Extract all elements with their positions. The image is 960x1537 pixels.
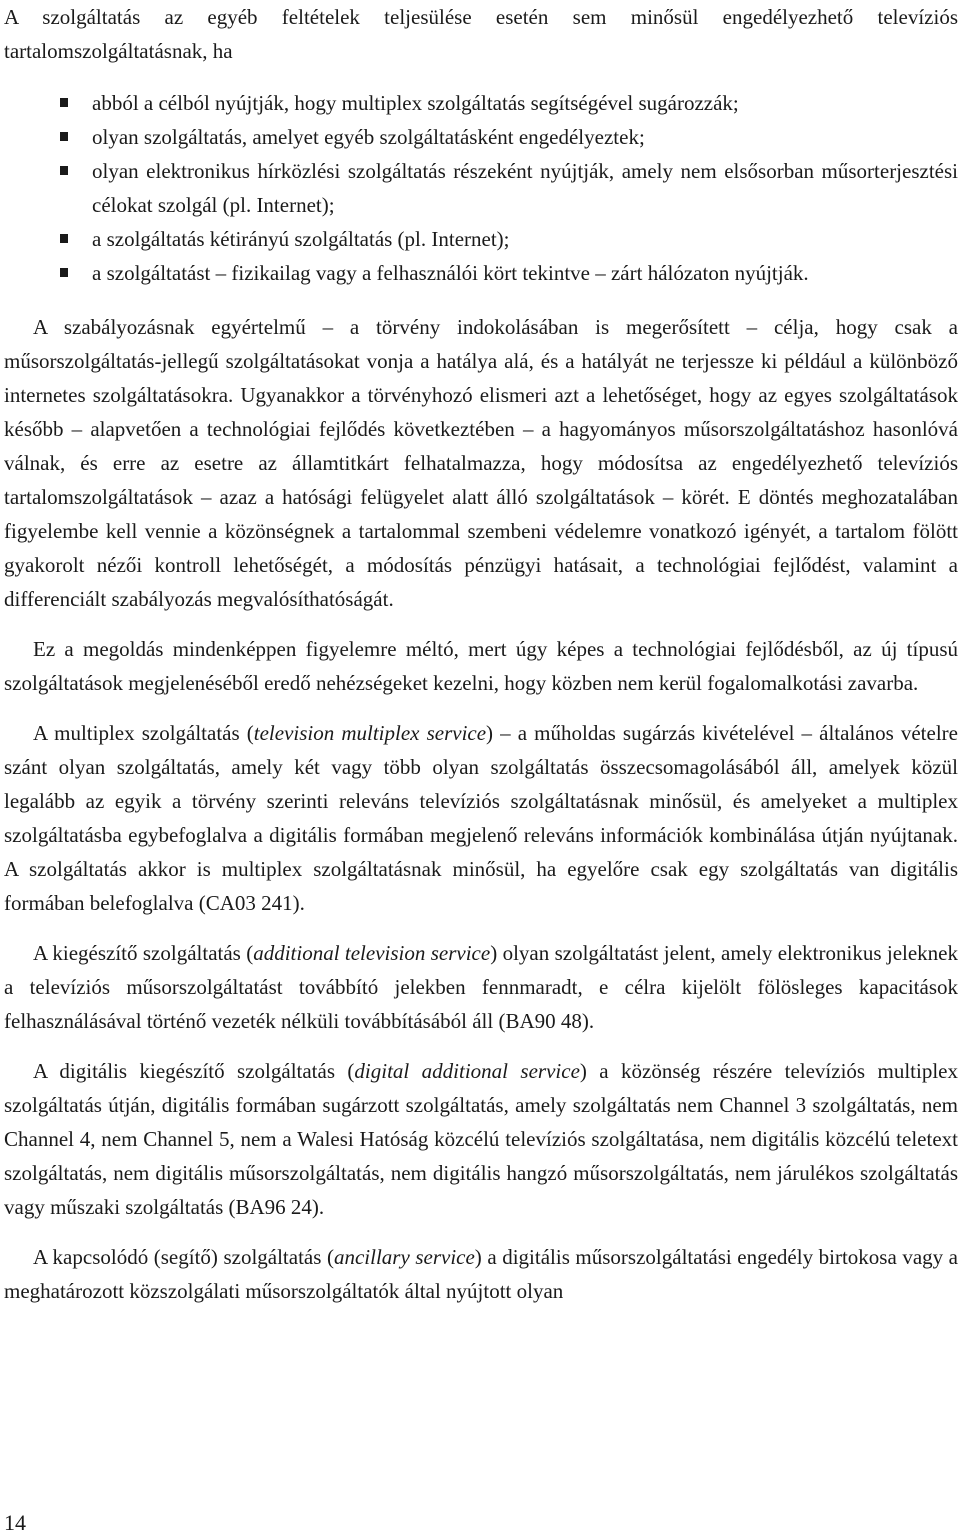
list-item (92, 256, 958, 290)
text-segment: A kapcsolódó (segítő) szolgáltatás ( (33, 1245, 334, 1269)
square-bullet-icon (60, 268, 68, 277)
paragraph-regulation-purpose: A szabályozásnak egyértelmű – a törvény indokolásában is megerősített – célja, hogy csak a műsorszolgáltatás-jellegű szolgáltatásokat vonja a hatálya alá, és a hatályát ne terjessze ki például a különböző internetes szolgáltatásokra. Ugyanakkor a törvényhozó elismeri azt a lehetőséget, hogy az egyes szolgáltatások később – alapvetően a technológiai fejlődés következtében – a hagyományos műsorszolgáltatáshoz hasonlóvá válnak, és erre az esetre az államtitkárt felhatalmazza, hogy módosítsa az engedélyezhető televíziós tartalomszolgáltatások – azaz a hatósági felügyelet alatt álló szolgáltatások – körét. E döntés meghozatalában figyelembe kell vennie a közönségnek a tartalommal szembeni védelemre vonatkozó igényét, a tartalom fölött gyakorolt nézői kontroll lehetőségét, a módosítás pénzügyi hatásait, a technológiai fejlődést, valamint a differenciált szabályozás megvalósíthatóságát. (4, 315, 958, 611)
term-italic: digital additional service (354, 1059, 580, 1083)
text-segment: ) a digitális műsorszolgáltatási engedély birtokosa vagy a meghatározott közszolgálati műsorszolgáltatók által nyújtott olyan (4, 1245, 959, 1303)
list-item-text: olyan elektronikus hírközlési szolgáltatás részeként nyújtják, amely nem elsősorban műsorterjesztési célokat szolgál (pl. Internet); (92, 159, 958, 217)
term-italic: ancillary service (333, 1245, 475, 1269)
list-item (92, 222, 958, 256)
intro-paragraph: A szolgáltatás az egyéb feltételek teljesülése esetén sem minősül engedélyezhető televíziós tartalomszolgáltatásnak, ha (4, 5, 958, 63)
list-item-text: olyan szolgáltatás, amelyet egyéb szolgáltatásként engedélyeztek; (92, 125, 645, 149)
paragraph-solution-remark: Ez a megoldás mindenképpen figyelemre méltó, mert úgy képes a technológiai fejlődésből, az új típusú szolgáltatások megjelenéséből eredő nehézségeket kezelni, hogy közben nem kerül fogalomalkotási zavarba. (4, 637, 958, 695)
list-item (92, 154, 958, 222)
text-segment: A digitális kiegészítő szolgáltatás ( (33, 1059, 355, 1083)
list-item-text: abból a célból nyújtják, hogy multiplex szolgáltatás segítségével sugározzák; (92, 91, 739, 115)
text-segment: A multiplex szolgáltatás ( (33, 721, 254, 745)
text-segment: A kiegészítő szolgáltatás ( (33, 941, 254, 965)
page-number: 14 (4, 1510, 26, 1535)
conditions-list (4, 86, 958, 290)
paragraph-additional-service (4, 936, 958, 1038)
list-item (92, 86, 958, 120)
text-segment: ) a közönség részére televíziós multiplex szolgáltatás útján, digitális formában sugárzott szolgáltatás, amely szolgáltatás nem Channel 3 szolgáltatás, nem Channel 4, nem Channel 5, nem a Walesi Hatóság közcélú televíziós szolgáltatása, nem digitális közcélú teletext szolgáltatás, nem digitális műsorszolgáltatás, nem digitális hangzó műsorszolgáltatás, nem járulékos szolgáltatás vagy műszaki szolgáltatás (BA96 24). (4, 1059, 958, 1219)
list-item-text: a szolgáltatás kétirányú szolgáltatás (pl. Internet); (92, 227, 510, 251)
list-item (92, 120, 958, 154)
text-segment: ) olyan szolgáltatást jelent, amely elektronikus jeleknek a televíziós műsorszolgáltatást továbbító jelekben fennmaradt, e célra kijelölt fölösleges kapacitások felhasználásával történő vezeték nélküli továbbításából áll (BA90 48). (4, 941, 958, 1033)
text-segment: ) – a műholdas sugárzás kivételével – általános vételre szánt olyan szolgáltatás, amely két vagy több olyan szolgáltatás összecsomagolásából áll, amelyek közül legalább az egyik a törvény szerinti releváns televíziós szolgáltatásnak minősül, és amelyeket a multiplex szolgáltatásba egybefoglalva a digitális formában megjelenő releváns információk kombinálása útján nyújtanak. A szolgáltatás akkor is multiplex szolgáltatásnak minősül, ha egyelőre csak egy szolgáltatás van digitális formában belefoglalva (CA03 241). (4, 721, 958, 915)
term-italic: television multiplex service (253, 721, 487, 745)
paragraph-ancillary-service (4, 1240, 958, 1308)
square-bullet-icon (60, 98, 68, 107)
document-page (4, 0, 958, 1308)
square-bullet-icon (60, 166, 68, 175)
paragraph-multiplex-service (4, 716, 958, 920)
square-bullet-icon (60, 132, 68, 141)
term-italic: additional television service (253, 941, 491, 965)
list-item-text: a szolgáltatást – fizikailag vagy a felhasználói kört tekintve – zárt hálózaton nyújtják. (92, 261, 809, 285)
paragraph-digital-additional-service (4, 1054, 958, 1224)
square-bullet-icon (60, 234, 68, 243)
